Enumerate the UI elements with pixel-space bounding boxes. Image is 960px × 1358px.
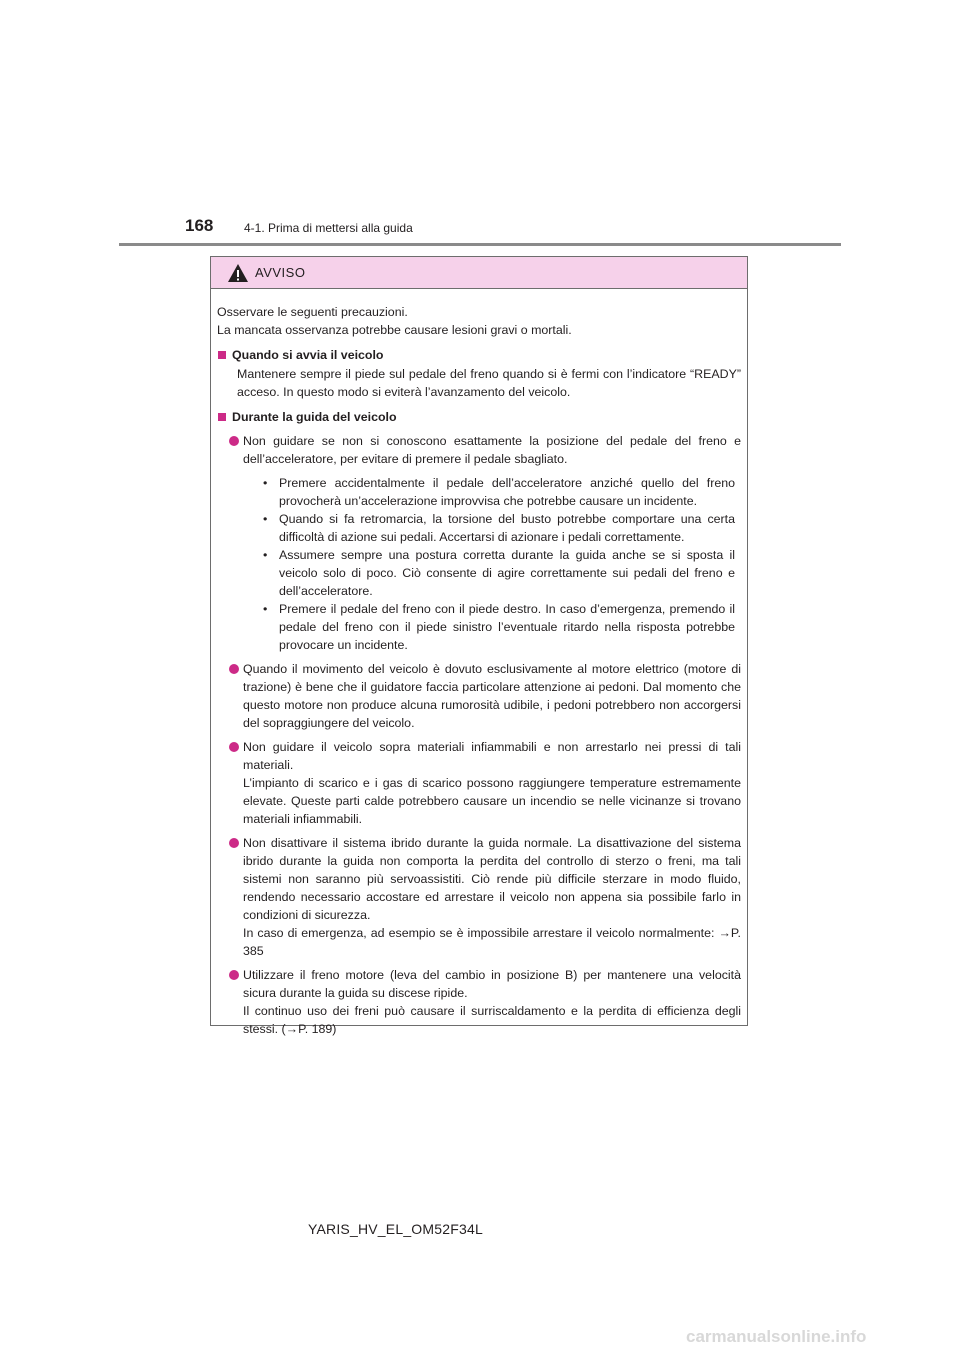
sub-list-item xyxy=(263,474,741,510)
section-title: 4-1. Prima di mettersi alla guida xyxy=(244,221,413,235)
sub-list-item-text: Premere il pedale del freno con il piede destro. In caso d’emergenza, premendo il pedale del freno con il piede sinistro l’eventuale ritardo nella risposta potrebbe provocare un incidente. xyxy=(279,602,735,652)
list-item xyxy=(229,834,741,960)
warning-title: AVVISO xyxy=(255,265,306,280)
sub-list-item xyxy=(263,600,741,654)
section-heading-text: Durante la guida del veicolo xyxy=(232,410,397,424)
section-heading-avvio xyxy=(217,346,741,364)
list-item xyxy=(229,966,741,1038)
circle-bullet-icon xyxy=(229,742,239,752)
dot-bullet-icon: • xyxy=(263,512,268,526)
circle-bullet-icon xyxy=(229,664,239,674)
dot-bullet-icon: • xyxy=(263,602,268,616)
list-item-extra: Il continuo uso dei freni può causare il surriscaldamento e la perdita di efficienza degli stessi. (→P. 189) xyxy=(243,1004,741,1036)
list-item-extra: In caso di emergenza, ad esempio se è impossibile arrestare il veicolo normalmente: →P. 385 xyxy=(243,926,741,958)
list-item-text: Non guidare se non si conoscono esattamente la posizione del pedale del freno e dell’acceleratore, per evitare di premere il pedale sbagliato. xyxy=(243,434,741,466)
dot-bullet-icon: • xyxy=(263,548,268,562)
list-item xyxy=(229,738,741,828)
intro-line: Osservare le seguenti precauzioni. xyxy=(217,305,408,319)
sub-list xyxy=(263,474,741,654)
list-item-extra: L’impianto di scarico e i gas di scarico possono raggiungere temperature estremamente elevate. Queste parti calde potrebbero causare un incendio se nelle vicinanze si trovano materiali infiammabili. xyxy=(243,776,741,826)
watermark: carmanualsonline.info xyxy=(686,1327,867,1346)
list-item-text: Utilizzare il freno motore (leva del cambio in posizione B) per mantenere una velocità sicura durante la guida su discese ripide. xyxy=(243,968,741,1000)
list-item xyxy=(229,660,741,732)
list-item-text: Quando il movimento del veicolo è dovuto esclusivamente al motore elettrico (motore di trazione) è bene che il guidatore faccia particolare attenzione ai pedoni. Dal momento che questo motore non produce alcuna rumorosità udibile, i pedoni potrebbero non accorgersi del sopraggiungere del veicolo. xyxy=(243,662,741,730)
list-item-text: Non disattivare il sistema ibrido durante la guida normale. La disattivazione del sistema ibrido durante la guida non comporta la perdita del controllo di sterzo o freni, ma tali sistemi non saranno più servoassistiti. Ciò rende più difficile sterzare in modo fluido, rendendo necessario accostare ed arrestare il veicolo non appena sia possibile farlo in condizioni di sicurezza. xyxy=(243,836,741,922)
section-heading-text: Quando si avvia il veicolo xyxy=(232,348,384,362)
sub-list-item xyxy=(263,546,741,600)
section-text: Mantenere sempre il piede sul pedale del freno quando si è fermi con l’indicatore “READY” acceso. In questo modo si eviterà l’avanzamento del veicolo. xyxy=(237,367,741,399)
square-bullet-icon xyxy=(218,351,226,359)
sub-list-item-text: Assumere sempre una postura corretta durante la guida anche se si sposta il veicolo solo di poco. Ciò consente di agire correttamente sui pedali del freno e dell’acceleratore. xyxy=(279,548,735,598)
section-heading-guida xyxy=(217,408,741,426)
warning-body xyxy=(211,289,747,1038)
warning-triangle-icon xyxy=(227,263,249,283)
sub-list-item-text: Quando si fa retromarcia, la torsione del busto potrebbe comportare una certa difficoltà di azione sui pedali. Accertarsi di azionare i pedali correttamente. xyxy=(279,512,735,544)
circle-bullet-icon xyxy=(229,838,239,848)
circle-bullet-icon xyxy=(229,970,239,980)
list-item-text: Non guidare il veicolo sopra materiali infiammabili e non arrestarlo nei pressi di tali materiali. xyxy=(243,740,741,772)
list-item xyxy=(229,432,741,654)
page-number: 168 xyxy=(185,216,214,235)
sub-list-item-text: Premere accidentalmente il pedale dell’acceleratore anziché quello del freno provocherà un’accelerazione improvvisa che potrebbe causare un incidente. xyxy=(279,476,735,508)
circle-bullet-icon xyxy=(229,436,239,446)
intro-line: La mancata osservanza potrebbe causare lesioni gravi o mortali. xyxy=(217,323,572,337)
header-divider xyxy=(119,243,841,246)
dot-bullet-icon: • xyxy=(263,476,268,490)
warning-header xyxy=(211,257,747,289)
square-bullet-icon xyxy=(218,413,226,421)
sub-list-item xyxy=(263,510,741,546)
document-code: YARIS_HV_EL_OM52F34L xyxy=(308,1221,483,1237)
warning-box xyxy=(210,256,748,1036)
warning-intro xyxy=(217,303,741,339)
